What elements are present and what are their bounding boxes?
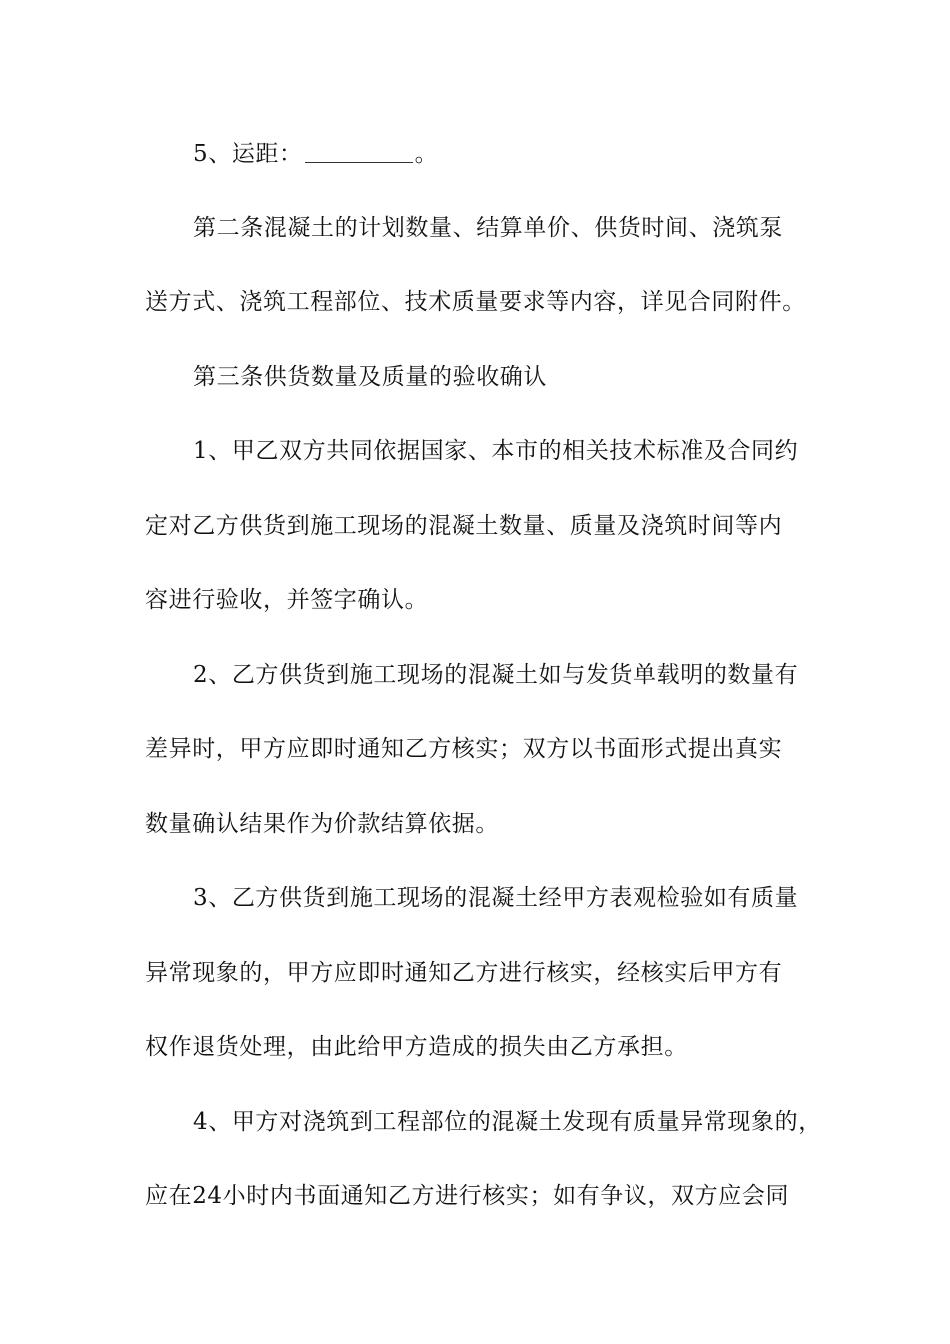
- clause-2-line-2: 差异时，甲方应即时通知乙方核实；双方以书面形式提出真实: [145, 736, 783, 762]
- article-3-heading: 第三条供货数量及质量的验收确认: [193, 364, 547, 390]
- paragraph-line-haul-distance: [193, 134, 825, 174]
- clause-1-line-2: 定对乙方供货到施工现场的混凝土数量、质量及浇筑时间等内: [145, 513, 783, 539]
- clause-1-line-3: 容进行验收，并签字确认。: [145, 587, 429, 613]
- haul-distance-blank: [305, 142, 413, 163]
- clause-3-line-3: 权作退货处理，由此给甲方造成的损失由乙方承担。: [145, 1034, 688, 1060]
- article-2-line-1: 第二条混凝土的计划数量、结算单价、供货时间、浇筑泵: [193, 215, 783, 241]
- clause-2-line-1: 2、乙方供货到施工现场的混凝土如与发货单载明的数量有: [193, 662, 799, 688]
- clause-1-line-1: 1、甲乙双方共同依据国家、本市的相关技术标准及合同约: [193, 438, 799, 464]
- haul-distance-label: 5、运距：: [193, 141, 303, 167]
- clause-2-line-3: 数量确认结果作为价款结算依据。: [145, 811, 499, 837]
- haul-distance-period: 。: [414, 141, 439, 167]
- clause-3-line-2: 异常现象的，甲方应即时通知乙方进行核实，经核实后甲方有: [145, 960, 783, 986]
- clause-4-line-1: 4、甲方对浇筑到工程部位的混凝土发现有质量异常现象的，: [193, 1109, 822, 1135]
- clause-4-line-2: 应在24小时内书面通知乙方进行核实；如有争议，双方应会同: [145, 1183, 790, 1209]
- clause-3-line-1: 3、乙方供货到施工现场的混凝土经甲方表观检验如有质量: [193, 885, 799, 911]
- article-2-line-2: 送方式、浇筑工程部位、技术质量要求等内容，详见合同附件。: [145, 289, 806, 315]
